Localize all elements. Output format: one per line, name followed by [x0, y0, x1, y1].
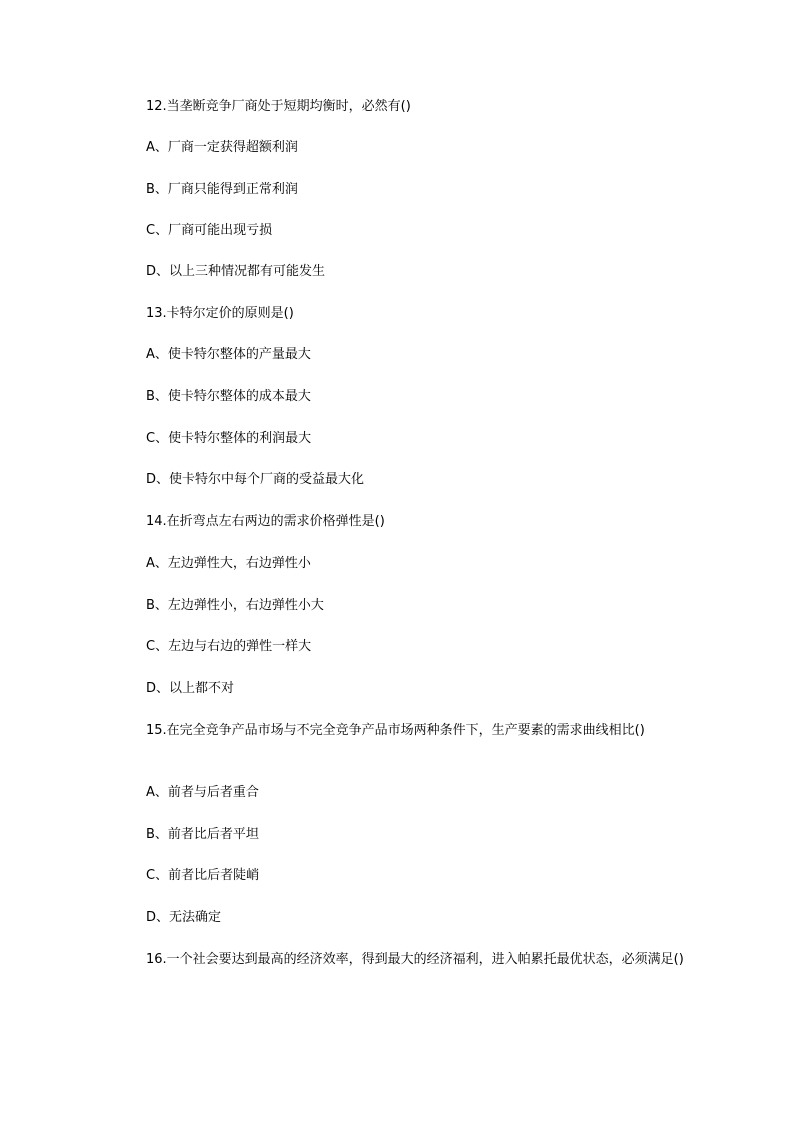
answer-option: C、前者比后者陡峭 [146, 868, 260, 883]
answer-option: A、前者与后者重合 [146, 785, 259, 800]
answer-option: B、厂商只能得到正常利润 [146, 182, 298, 197]
answer-option: B、前者比后者平坦 [146, 827, 259, 842]
answer-option: B、使卡特尔整体的成本最大 [146, 389, 311, 404]
question-text: 12.当垄断竞争厂商处于短期均衡时，必然有() [146, 99, 411, 114]
answer-option: B、左边弹性小，右边弹性小大 [146, 598, 324, 613]
answer-option: D、无法确定 [146, 910, 222, 925]
answer-option: C、厂商可能出现亏损 [146, 223, 273, 238]
answer-option: D、以上三种情况都有可能发生 [146, 264, 326, 279]
answer-option: D、以上都不对 [146, 681, 235, 696]
question-text: 15.在完全竞争产品市场与不完全竞争产品市场两种条件下，生产要素的需求曲线相比() [146, 723, 645, 738]
answer-option: A、左边弹性大，右边弹性小 [146, 556, 311, 571]
question-text: 13.卡特尔定价的原则是() [146, 306, 294, 321]
answer-option: D、使卡特尔中每个厂商的受益最大化 [146, 472, 365, 487]
answer-option: C、使卡特尔整体的利润最大 [146, 431, 312, 446]
answer-option: C、左边与右边的弹性一样大 [146, 639, 312, 654]
question-text: 16.一个社会要达到最高的经济效率，得到最大的经济福利，进入帕累托最优状态，必须满足() [146, 952, 684, 967]
answer-option: A、厂商一定获得超额利润 [146, 140, 298, 155]
question-text: 14.在折弯点左右两边的需求价格弹性是() [146, 514, 385, 529]
answer-option: A、使卡特尔整体的产量最大 [146, 347, 311, 362]
